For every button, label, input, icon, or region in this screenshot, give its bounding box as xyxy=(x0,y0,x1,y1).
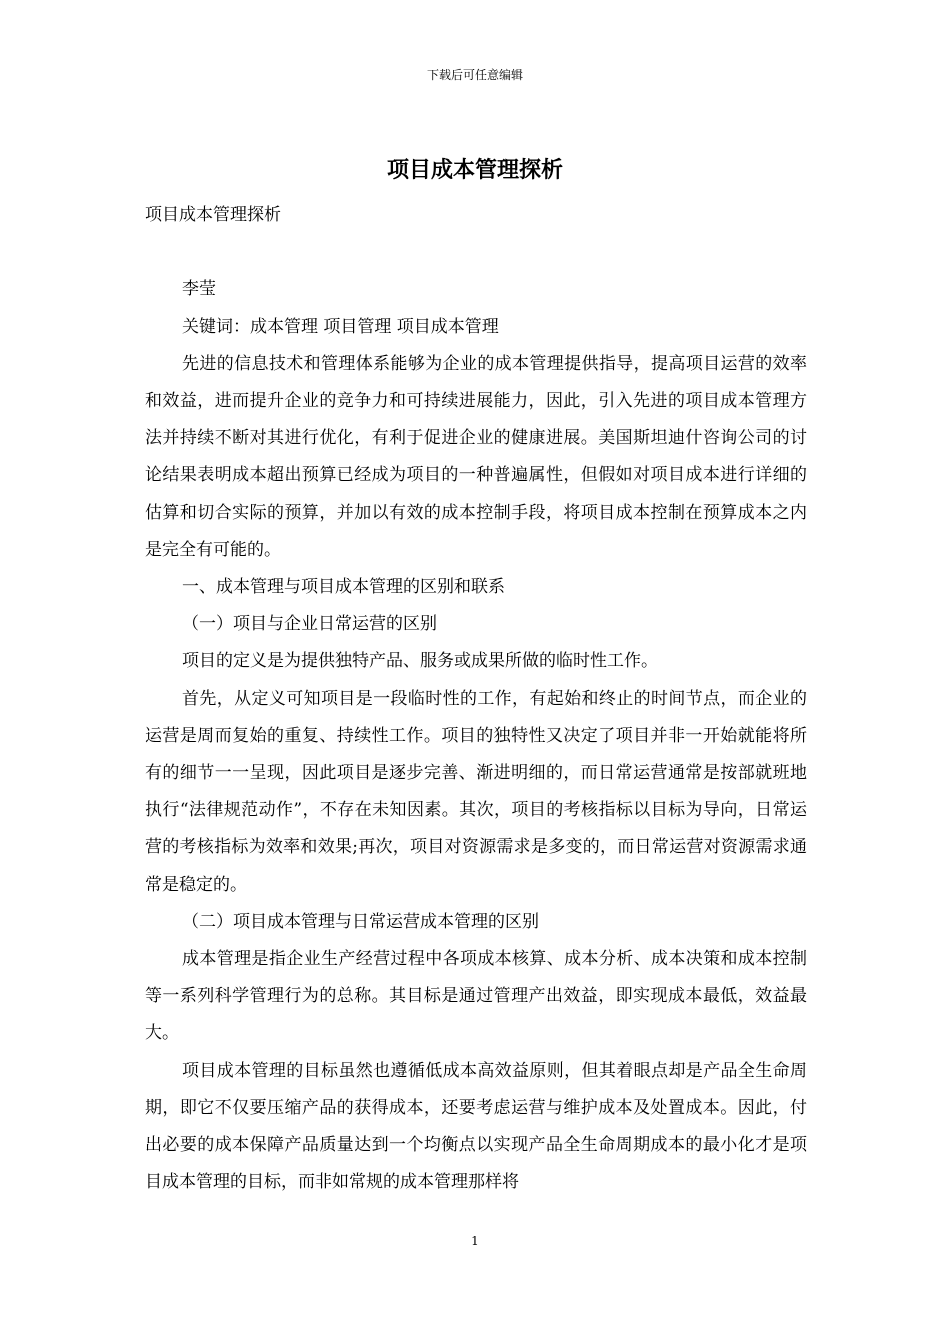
author-paragraph: 李莹 xyxy=(182,279,216,300)
subsection-heading-2: （二）项目成本管理与日常运营成本管理的区别 xyxy=(182,911,539,932)
keywords-paragraph: 关键词：成本管理 项目管理 项目成本管理 xyxy=(182,316,499,337)
document-title: 项目成本管理探析 xyxy=(386,157,563,183)
body-paragraph: 项目的定义是为提供独特产品、服务或成果所做的临时性工作。 xyxy=(182,651,658,672)
page-header-note: 下载后可任意编辑 xyxy=(426,68,523,82)
page-number: 1 xyxy=(471,1234,479,1248)
intro-paragraph: 先进的信息技术和管理体系能够为企业的成本管理提供指导，提高项目运营的效率和效益，进而提升企业的竞争力和可持续进展能力，因此，引入先进的项目成本管理方法并持续不断对其进行优化，有利于促进企业的健康进展。美国斯坦迪什咨询公司的讨论结果表明成本超出预算已经成为项目的一种普遍属性，但假如对项目成本进行详细的估算和切合实际的预算，并加以有效的成本控制手段，将项目成本控制在预算成本之内是完全有可能的。 xyxy=(145,353,807,560)
body-paragraph: 首先，从定义可知项目是一段临时性的工作，有起始和终止的时间节点，而企业的运营是周而复始的重复、持续性工作。项目的独特性又决定了项目并非一开始就能将所有的细节一一呈现，因此项目是逐步完善、渐进明细的，而日常运营通常是按部就班地执行“法律规范动作”，不存在未知因素。其次，项目的考核指标以目标为导向，日常运营的考核指标为效率和效果;再次，项目对资源需求是多变的，而日常运营对资源需求通常是稳定的。 xyxy=(145,688,807,895)
body-paragraph: 成本管理是指企业生产经营过程中各项成本核算、成本分析、成本决策和成本控制等一系列科学管理行为的总称。其目标是通过管理产出效益，即实现成本最低，效益最大。 xyxy=(145,949,807,1044)
subtitle-paragraph: 项目成本管理探析 xyxy=(145,205,281,225)
section-heading-1: 一、成本管理与项目成本管理的区别和联系 xyxy=(182,577,505,598)
blank-line xyxy=(145,234,807,271)
document-body xyxy=(145,197,807,1201)
subsection-heading-1: （一）项目与企业日常运营的区别 xyxy=(182,614,437,635)
body-paragraph: 项目成本管理的目标虽然也遵循低成本高效益原则，但其着眼点却是产品全生命周期，即它不仅要压缩产品的获得成本，还要考虑运营与维护成本及处置成本。因此，付出必要的成本保障产品质量达到一个均衡点以实现产品全生命周期成本的最小化才是项目成本管理的目标，而非如常规的成本管理那样将 xyxy=(145,1060,807,1193)
